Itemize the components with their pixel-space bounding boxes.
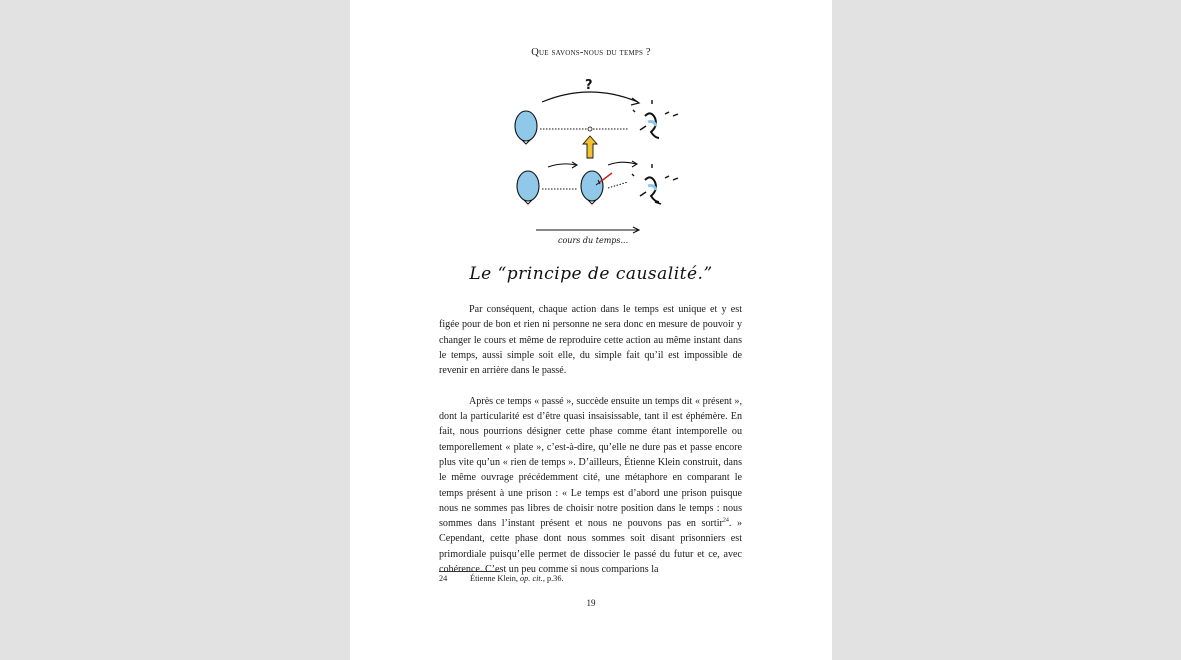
caption: Le “principe de causalité.” (469, 264, 713, 284)
causality-illustration (510, 72, 690, 254)
burst-balloon-bottom (632, 164, 678, 204)
burst-balloon-top (633, 100, 678, 138)
footnote-number: 24 (439, 574, 448, 583)
footnote-reference: 24 (722, 517, 729, 524)
mid-arrow-left (548, 164, 576, 167)
paragraph-2-text-a: Après ce temps « passé », succède ensuite un temps dit « présent », dont la particularité est d’être quasi insaisissable, tant il est éphémère. En fait, nous pourrions désigner cette phase comme étant intemporelle ou temporellement « plate », c’est-à-dire, qu’elle ne dure pas et passe encore plus vite qu’un « rien de temps ». D’ailleurs, Étienne Klein construit, dans le même ouvrage précédemment cité, une métaphore en comparant le temps présent à une prison : « Le temps est d’abord une prison puisque nous ne sommes pas libres de choisir notre position dans le temps : nous sommes dans l’instant présent et nous ne pouvons pas en sortir (439, 395, 742, 530)
timeline-label: cours du temps... (558, 236, 629, 245)
paragraph-2 (439, 394, 742, 578)
running-head: Que savons-nous du temps ? (531, 47, 651, 58)
question-mark: ? (585, 78, 593, 93)
footnote-page: , p.36. (542, 574, 564, 583)
mid-arrow-right (608, 162, 636, 165)
top-arc-arrow (542, 92, 638, 102)
balloon-bottom-left (517, 171, 539, 204)
footnote-ref: op. cit. (520, 574, 543, 583)
yellow-up-arrow (583, 136, 597, 158)
footnote (439, 574, 742, 583)
paragraph-1: Par conséquent, chaque action dans le temps est unique et y est figée pour de bon et rien ni personne ne sera donc en mesure de pouvoir y changer le cours et même de reproduire cette action au même instant dans le temps, aussi simple soit elle, du simple fait qu’il est impossible de revenir en arrière dans le passé. (439, 304, 742, 377)
body-text (439, 302, 742, 577)
balloon-top (515, 111, 537, 144)
page-number: 19 (586, 598, 596, 608)
footnote-author: Étienne Klein, (470, 574, 520, 583)
dart (600, 173, 612, 182)
footnote-rule (439, 571, 500, 572)
paragraph-2-text-b: . » Cependant, cette phase dont nous sommes soit disant prisonniers est primordiale puisqu’elle permet de dissocier le passé du futur et ce, avec cohérence. C’est un peu comme si nous comparions la (439, 518, 742, 576)
balloon-bottom-middle (581, 171, 612, 204)
book-page (350, 0, 832, 660)
